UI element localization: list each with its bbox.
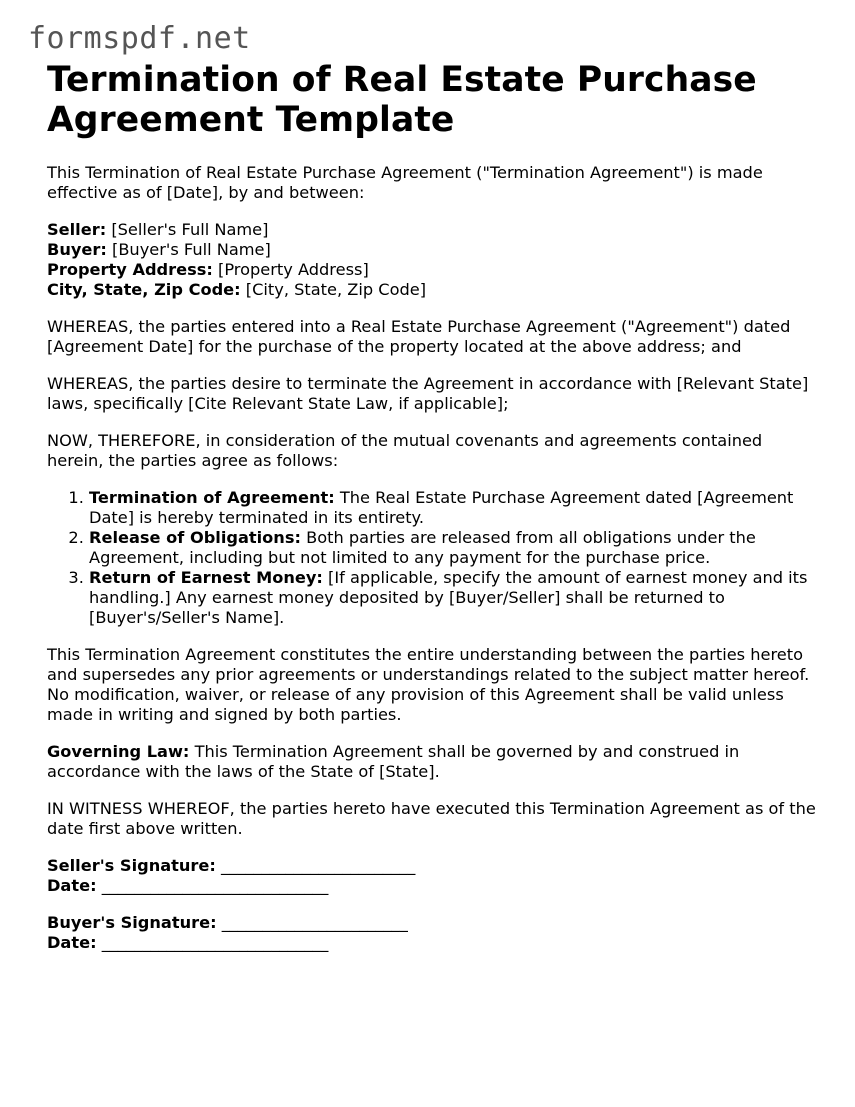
title-line-1: Termination of Real Estate Purchase bbox=[47, 60, 757, 100]
party-value: [Seller's Full Name] bbox=[111, 220, 269, 239]
seller-signature-label: Seller's Signature: bbox=[47, 856, 216, 875]
terms-list bbox=[47, 488, 817, 628]
watermark: formspdf.net bbox=[28, 21, 251, 56]
term-text: Both parties are released from all obligations under the Agreement, including but not limited to any payment for the purchase price. bbox=[89, 528, 756, 567]
party-city-state-zip bbox=[47, 280, 817, 300]
party-property-address bbox=[47, 260, 817, 280]
entire-agreement-paragraph: This Termination Agreement constitutes the entire understanding between the parties hereto and supersedes any prior agreements or understandings related to the subject matter hereof. No modification, waiver, or release of any provision of this Agreement shall be valid unless made in writing and signed by both parties. bbox=[47, 645, 810, 724]
document bbox=[47, 60, 817, 953]
seller-date-label: Date: bbox=[47, 876, 97, 895]
buyer-date-line[interactable]: ____________________________ bbox=[101, 933, 329, 952]
term-label: Release of Obligations: bbox=[89, 528, 301, 547]
party-value: [Buyer's Full Name] bbox=[112, 240, 271, 259]
buyer-signature-row bbox=[47, 913, 817, 933]
term-item bbox=[89, 488, 817, 528]
governing-law-label: Governing Law: bbox=[47, 742, 190, 761]
buyer-signature-label: Buyer's Signature: bbox=[47, 913, 217, 932]
party-seller bbox=[47, 220, 817, 240]
party-label: Property Address: bbox=[47, 260, 213, 279]
governing-law-paragraph bbox=[47, 742, 817, 782]
party-value: [City, State, Zip Code] bbox=[245, 280, 427, 299]
whereas-paragraph-1: WHEREAS, the parties entered into a Real Estate Purchase Agreement ("Agreement") dated [Agreement Date] for the purchase of the property located at the above address; and bbox=[47, 317, 791, 356]
seller-signature-block bbox=[47, 856, 817, 896]
term-item bbox=[89, 568, 817, 628]
seller-signature-line[interactable]: ________________________ bbox=[221, 856, 416, 875]
buyer-date-label: Date: bbox=[47, 933, 97, 952]
buyer-date-row bbox=[47, 933, 817, 953]
seller-signature-row bbox=[47, 856, 817, 876]
term-text: [If applicable, specify the amount of earnest money and its handling.] Any earnest money deposited by [Buyer/Seller] shall be returned to [Buyer's/Seller's Name]. bbox=[89, 568, 808, 627]
party-buyer bbox=[47, 240, 817, 260]
term-label: Return of Earnest Money: bbox=[89, 568, 323, 587]
buyer-signature-line[interactable]: _______________________ bbox=[221, 913, 408, 932]
party-label: City, State, Zip Code: bbox=[47, 280, 241, 299]
whereas-paragraph-2: WHEREAS, the parties desire to terminate the Agreement in accordance with [Relevant State] laws, specifically [Cite Relevant State Law, if applicable]; bbox=[47, 374, 809, 413]
seller-date-row bbox=[47, 876, 817, 896]
term-text: The Real Estate Purchase Agreement dated [Agreement Date] is hereby terminated in its entirety. bbox=[89, 488, 794, 527]
now-therefore-paragraph: NOW, THEREFORE, in consideration of the mutual covenants and agreements contained herein, the parties agree as follows: bbox=[47, 431, 763, 470]
witness-paragraph: IN WITNESS WHEREOF, the parties hereto have executed this Termination Agreement as of the date first above written. bbox=[47, 799, 816, 838]
parties-block bbox=[47, 220, 817, 300]
party-label: Buyer: bbox=[47, 240, 107, 259]
seller-date-line[interactable]: ____________________________ bbox=[101, 876, 329, 895]
governing-law-text: This Termination Agreement shall be governed by and construed in accordance with the laws of the State of [State]. bbox=[47, 742, 740, 781]
term-label: Termination of Agreement: bbox=[89, 488, 335, 507]
intro-paragraph: This Termination of Real Estate Purchase Agreement ("Termination Agreement") is made effective as of [Date], by and between: bbox=[47, 163, 763, 202]
buyer-signature-block bbox=[47, 913, 817, 953]
title-line-2: Agreement Template bbox=[47, 100, 455, 140]
party-label: Seller: bbox=[47, 220, 107, 239]
term-item bbox=[89, 528, 817, 568]
document-title bbox=[47, 60, 817, 140]
party-value: [Property Address] bbox=[218, 260, 369, 279]
